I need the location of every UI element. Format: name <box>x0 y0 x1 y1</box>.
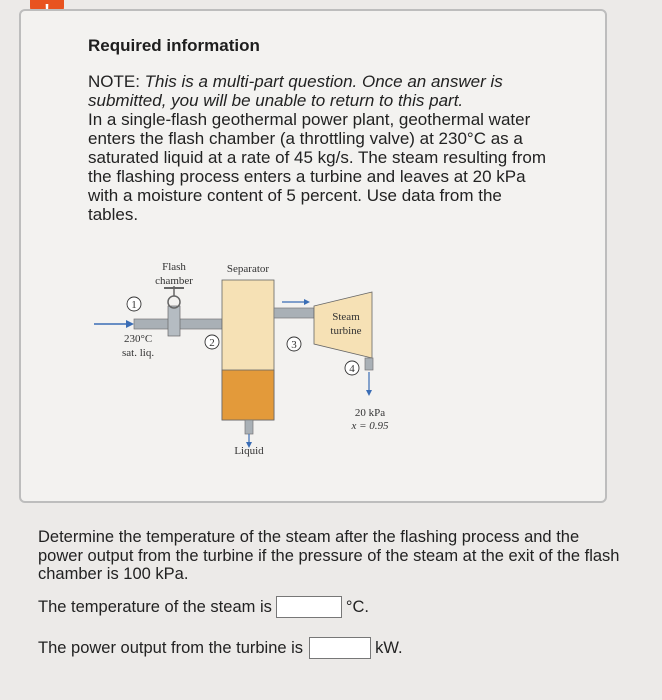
temperature-label: The temperature of the steam is <box>38 597 272 616</box>
turbine-label-2: turbine <box>330 325 362 337</box>
inlet-temp-label: 230°C <box>124 333 153 345</box>
problem-statement: In a single-flash geothermal power plant, geothermal water enters the flash chamber (a throttling valve) at 230°C as a saturated liquid at a rate of 45 kg/s. The steam resulting from the flashing process enters a turbine and leaves at 20 kPa with a moisture content of 5 percent. Use data from the tables. <box>88 110 546 224</box>
power-answer-row <box>38 637 403 659</box>
temperature-answer-row <box>38 596 369 618</box>
flash-chamber-label: Flash <box>162 261 186 273</box>
exit-quality-label: x = 0.95 <box>351 420 389 432</box>
turbine-label: Steam <box>332 311 360 323</box>
info-text <box>88 72 548 224</box>
power-input[interactable] <box>309 637 371 659</box>
separator-label: Separator <box>226 263 270 275</box>
inlet-state-label: sat. liq. <box>122 347 155 359</box>
note-text: This is a multi-part question. Once an answer is submitted, you will be unable to return to this part. <box>88 72 503 110</box>
power-unit: kW. <box>375 638 403 657</box>
power-label: The power output from the turbine is <box>38 638 304 657</box>
flash-chamber-label-2: chamber <box>155 275 193 287</box>
state-1-label: 1 <box>131 299 137 311</box>
question-text: Determine the temperature of the steam after the flashing process and the power output from the turbine if the pressure of the steam at the exit of the flash chamber is 100 kPa. <box>38 528 620 583</box>
info-title: Required information <box>88 36 260 55</box>
state-3-label: 3 <box>291 339 297 351</box>
state-2-label: 2 <box>209 337 215 349</box>
temperature-unit: °C. <box>345 597 369 616</box>
exit-pressure-label: 20 kPa <box>354 407 386 419</box>
temperature-input[interactable] <box>276 596 342 618</box>
state-4-label: 4 <box>349 363 355 375</box>
liquid-label: Liquid <box>234 445 264 457</box>
note-label: NOTE: <box>88 72 145 91</box>
flash-plant-diagram <box>88 258 408 468</box>
